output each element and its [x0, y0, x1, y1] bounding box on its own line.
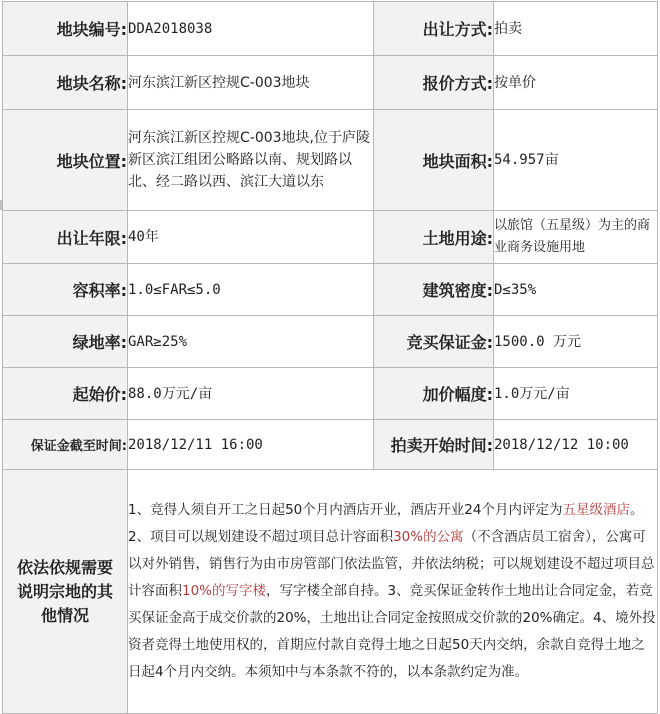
label-other-conditions: 依法依规需要说明宗地的其他情况	[3, 470, 128, 714]
value-quote-method: 按单价	[494, 56, 658, 110]
value-building-density: D≤35%	[494, 264, 658, 316]
row-green-ratio	[3, 316, 658, 368]
label-far: 容积率:	[3, 264, 128, 316]
note-highlight-apartment: 30%的公寓	[393, 529, 464, 545]
label-green-ratio: 绿地率:	[3, 316, 128, 368]
label-deposit: 竞买保证金:	[374, 316, 494, 368]
label-quote-method: 报价方式:	[374, 56, 494, 110]
row-deadlines	[3, 420, 658, 470]
land-info-table	[2, 1, 658, 714]
row-plot-name	[3, 56, 658, 110]
value-increment: 1.0万元/亩	[494, 368, 658, 420]
value-plot-location: 河东滨江新区控规C-003地块,位于庐陵新区滨江组团公略路以南、规划路以北、经二路以西、滨江大道以东	[128, 110, 374, 211]
row-start-price	[3, 368, 658, 420]
value-green-ratio: GAR≥25%	[128, 316, 374, 368]
row-far	[3, 264, 658, 316]
label-plot-number: 地块编号:	[3, 2, 128, 56]
note-text-3: （不含酒店员工宿舍），公寓可以对外销售，销售行为由市房管部门依法监管，并依法纳税；可以规划建设不超过项目总计容面积	[128, 529, 655, 599]
row-term	[3, 211, 658, 264]
note-highlight-office: 10%的写字楼	[182, 583, 267, 599]
row-plot-location	[3, 110, 658, 211]
label-term: 出让年限:	[3, 211, 128, 264]
value-other-conditions	[128, 470, 658, 714]
value-plot-number: DDA2018038	[128, 2, 374, 56]
label-auction-start: 拍卖开始时间:	[374, 420, 494, 470]
value-deposit-deadline: 2018/12/11 16:00	[128, 420, 374, 470]
note-highlight-five-star: 五星级酒店	[562, 502, 630, 518]
row-plot-number	[3, 2, 658, 56]
value-auction-start: 2018/12/12 10:00	[494, 420, 658, 470]
note-text-2: 。2、项目可以规划建设不超过项目总计容面积	[128, 502, 644, 545]
value-term: 40年	[128, 211, 374, 264]
row-other-conditions	[3, 470, 658, 714]
note-text-4: ，写字楼全部自持。3、竞买保证金转作土地出让合同定金，若竞买保证金高于成交价款的20%，土地出让合同定金按照成交价款的20%确定。4、境外投资者竞得土地使用权的，首期应付款自竞得土地之日起50天内交纳，余款自竞得土地之日起4个月内交纳。本须知中与本条款不符的，以本条款约定为准。	[128, 583, 656, 680]
label-plot-location: 地块位置:	[3, 110, 128, 211]
value-deposit: 1500.0 万元	[494, 316, 658, 368]
label-transfer-method: 出让方式:	[374, 2, 494, 56]
label-land-use: 土地用途:	[374, 211, 494, 264]
note-text-1: 1、竞得人须自开工之日起50个月内酒店开业，酒店开业24个月内评定为	[128, 502, 563, 518]
label-plot-area: 地块面积:	[374, 110, 494, 211]
value-land-use: 以旅馆（五星级）为主的商业商务设施用地	[494, 211, 658, 264]
value-far: 1.0≤FAR≤5.0	[128, 264, 374, 316]
value-start-price: 88.0万元/亩	[128, 368, 374, 420]
label-plot-name: 地块名称:	[3, 56, 128, 110]
label-increment: 加价幅度:	[374, 368, 494, 420]
label-start-price: 起始价:	[3, 368, 128, 420]
value-transfer-method: 拍卖	[494, 2, 658, 56]
value-plot-area: 54.957亩	[494, 110, 658, 211]
label-building-density: 建筑密度:	[374, 264, 494, 316]
label-deposit-deadline: 保证金截至时间:	[3, 420, 128, 470]
value-plot-name: 河东滨江新区控规C-003地块	[128, 56, 374, 110]
